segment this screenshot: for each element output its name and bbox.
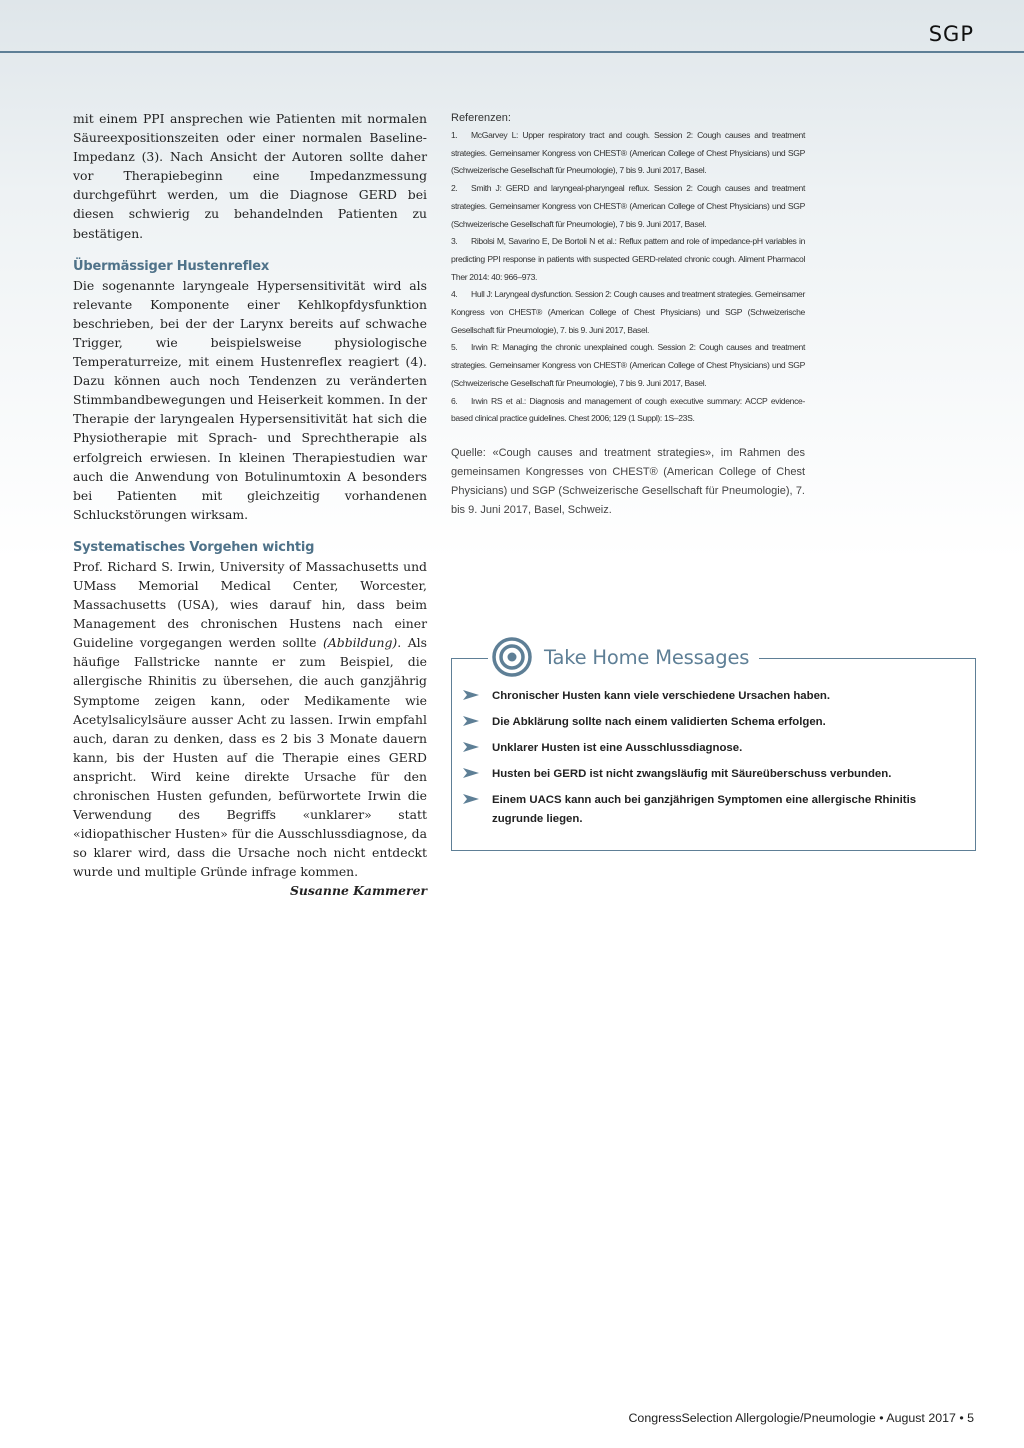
section-heading: Systematisches Vorgehen wichtig <box>73 539 315 555</box>
take-home-title: Take Home Messages <box>544 645 750 669</box>
references-list <box>451 127 805 428</box>
reference-number: 3. <box>451 236 458 247</box>
author-name: Susanne Kammerer <box>289 883 427 899</box>
body-paragraph: mit einem PPI ansprechen wie Patienten mit normalen Säureexpositionszeiten oder einer normalen Baseline-Impedanz (3). Nach Ansicht der Autoren sollte daher vor Therapiebeginn eine Impedanzmessung durchgeführt werden, um die Diagnose GERD bei diesen schwierig zu behandelnden Patienten zu bestätigen. <box>73 111 427 241</box>
reference-number: 4. <box>451 289 458 300</box>
take-home-item <box>462 765 967 784</box>
take-home-text: Husten bei GERD ist nicht zwangsläufig mit Säureüberschuss verbunden. <box>492 768 892 780</box>
take-home-text: Unklarer Husten ist eine Ausschlussdiagnose. <box>492 742 743 754</box>
body-text: . Als häufige Fallstricke nannte er zum Beispiel, die allergische Rhinitis zu übersehen, die auch ganzjährig Symptome zeigen kann, oder Medikamente wie Acetylsalicylsäure ausser Acht zu lassen. Irwin empfahl auch, daran zu denken, dass es 2 bis 3 Monate dauern kann, bis der Husten auf die Therapie eines GERD anspricht. Wird keine direkte Ursache für den chronischen Husten gefunden, befürwortete Irwin die Verwendung des Begriffs «unklarer» statt «idiopathischer Husten» für die Ausschlussdiagnose, da so klarer wird, dass die Ursache noch nicht entdeckt wurde und multiple Gründe infrage kommen. <box>73 635 427 880</box>
arrow-icon <box>462 767 480 779</box>
reference-text: Hull J: Laryngeal dysfunction. Session 2: Cough causes and treatment strategies. Gemeinsamer Kongress von CHEST® (American College of Chest Physicians) und SGP (Schweizerische Gesellschaft für Pneumologie), 7. bis 9. Juni 2017, Basel. <box>451 289 805 335</box>
header-rule <box>0 51 1024 53</box>
section-label: SGP <box>928 22 974 46</box>
references-column <box>451 112 805 520</box>
take-home-header <box>488 637 759 677</box>
page-footer: CongressSelection Allergologie/Pneumologie • August 2017 • 5 <box>628 1411 974 1425</box>
figure-reference: (Abbildung) <box>322 635 398 651</box>
arrow-icon <box>462 689 480 701</box>
take-home-text: Einem UACS kann auch bei ganzjährigen Symptomen eine allergische Rhinitis zugrunde liegen. <box>492 794 917 825</box>
arrow-icon <box>462 793 480 805</box>
reference-number: 6. <box>451 395 458 406</box>
source-note: Quelle: «Cough causes and treatment strategies», im Rahmen des gemeinsamen Kongresses von CHEST® (American College of Chest Physicians) und SGP (Schweizerische Gesellschaft für Pneumologie), 7. bis 9. Juni 2017, Basel, Schweiz. <box>451 446 805 516</box>
take-home-box <box>451 645 976 851</box>
reference-item <box>451 180 805 233</box>
take-home-item <box>462 739 967 758</box>
take-home-item <box>462 713 967 732</box>
reference-text: Smith J: GERD and laryngeal-pharyngeal reflux. Session 2: Cough causes and treatment strategies. Gemeinsamer Kongress von CHEST® (American College of Chest Physicians) und SGP (Schweizerische Gesellschaft für Pneumologie), 7 bis 9. Juni 2017, Basel. <box>451 183 805 229</box>
reference-item <box>451 393 805 428</box>
left-column <box>73 109 427 900</box>
body-text: Prof. Richard S. Irwin, University of Massachusetts und UMass Memorial Medical Center, Worcester, Massachusetts (USA), wies darauf hin, dass beim Management des chronischen Hustens nach einer Guideline vorgegangen werden sollte <box>73 558 427 651</box>
body-paragraph <box>73 557 427 882</box>
reference-item <box>451 233 805 286</box>
reference-number: 5. <box>451 342 458 353</box>
take-home-item <box>462 687 967 706</box>
reference-text: McGarvey L: Upper respiratory tract and cough. Session 2: Cough causes and treatment strategies. Gemeinsamer Kongress von CHEST® (American College of Chest Physicians) und SGP (Schweizerische Gesellschaft für Pneumologie), 7 bis 9. Juni 2017, Basel. <box>451 130 805 176</box>
take-home-text: Die Abklärung sollte nach einem validierten Schema erfolgen. <box>492 716 826 728</box>
reference-text: Ribolsi M, Savarino E, De Bortoli N et al.: Reflux pattern and role of impedance-pH variables in predicting PPI response in patients with suspected GERD-related chronic cough. Aliment Pharmacol Ther 2014: 40: 966–973. <box>451 236 805 282</box>
take-home-list <box>462 687 967 836</box>
reference-number: 1. <box>451 130 458 140</box>
reference-number: 2. <box>451 183 458 194</box>
arrow-icon <box>462 715 480 727</box>
references-title: Referenzen: <box>451 112 511 124</box>
reference-text: Irwin RS et al.: Diagnosis and management of cough executive summary: ACCP evidence-based clinical practice guidelines. Chest 2006; 129 (1 Suppl): 1S–23S. <box>451 395 805 424</box>
reference-text: Irwin R: Managing the chronic unexplained cough. Session 2: Cough causes and treatment strategies. Gemeinsamer Kongress von CHEST® (American College of Chest Physicians) und SGP (Schweizerische Gesellschaft für Pneumologie), 7 bis 9. Juni 2017, Basel. <box>451 342 805 388</box>
section-heading: Übermässiger Hustenreflex <box>73 258 270 274</box>
target-icon <box>492 637 532 677</box>
reference-item <box>451 127 805 180</box>
take-home-item <box>462 791 967 829</box>
reference-item <box>451 286 805 339</box>
take-home-text: Chronischer Husten kann viele verschiedene Ursachen haben. <box>492 690 831 702</box>
arrow-icon <box>462 741 480 753</box>
reference-item <box>451 339 805 392</box>
body-paragraph: Die sogenannte laryngeale Hypersensitivität wird als relevante Komponente einer Kehlkopfdysfunktion beschrieben, bei der der Larynx bereits auf schwache Trigger, wie beispielsweise physiologische Temperaturreize, mit einem Hustenreflex reagiert (4). Dazu können auch noch Tendenzen zu veränderten Stimmbandbewegungen und Heiserkeit kommen. In der Therapie der laryngealen Hypersensitivität hat sich die Physiotherapie mit Sprach- und Sprechtherapie als erfolgreich erwiesen. In kleinen Therapiestudien war auch die Anwendung von Botulinumtoxin A besonders bei Patienten mit gleichzeitig vorhandenen Schluckstörungen wirksam. <box>73 277 427 522</box>
